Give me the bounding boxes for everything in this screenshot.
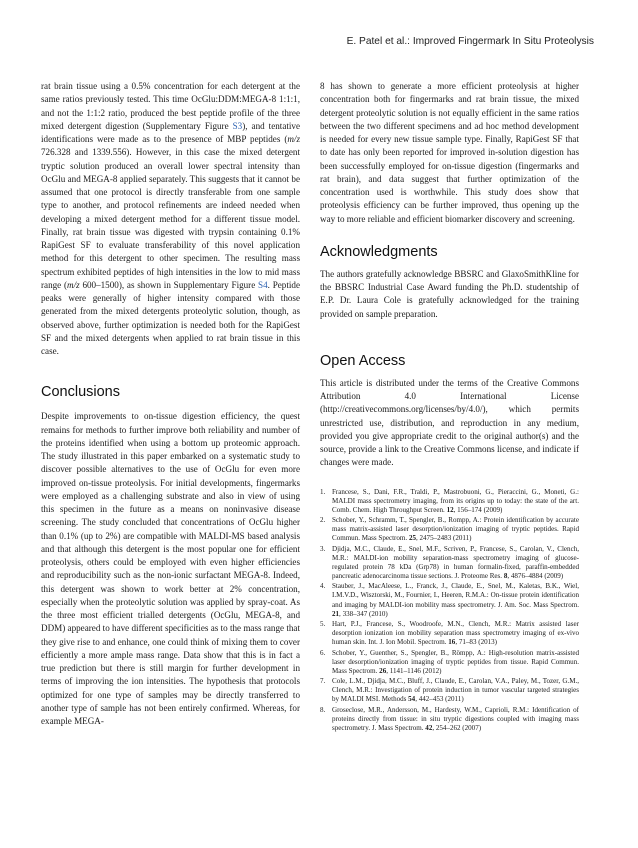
reference-volume: 26 — [379, 666, 387, 675]
reference-text: Stauber, J., MacAleese, L., Franck, J., Claude, E., Snel, M., Kaletas, B.K., Wiel, I.M.V.D., Wisztorski, M., Fournier, I., Heeren, R.M.A.: On-tissue protein identification and imaging by MALDI-ion mobility mass spectrometry. J. Am. Soc. Mass Spectrom. — [332, 582, 579, 609]
reference-item — [320, 545, 579, 581]
reference-number: 2. — [320, 516, 326, 525]
text: 726.328 and 1339.556). However, in this case the mixed detergent tryptic solution produced an overall lower spectral intensity than OcGlu and MEGA-8 applied separately. This suggests that it cannot be assumed that one protocol is directly transferable from one sample type to another, and protocol refinements are indeed needed when developing a mixed detergent method for a different tissue model. Finally, rat brain tissue was digested with trypsin containing 0.1% RapiGest SF to evaluate transferability of this novel application method for this detergent to other specimen. The resulting mass spectrum exhibited peptides of high intensities in the low to mid mass range ( — [41, 147, 300, 290]
reference-volume: 25 — [408, 534, 416, 543]
mz-label: m/z — [287, 134, 300, 144]
reference-item — [320, 649, 579, 676]
acknowledgments-heading: Acknowledgments — [320, 243, 438, 260]
reference-text: Schober, Y., Guenther, S., Spengler, B., Römpp, A.: High-resolution matrix-assisted laser desorption/ionization imaging of tryptic peptides from tissue. Rapid Commun. Mass Spectrom. — [332, 648, 579, 675]
reference-text: Francese, S., Dani, F.R., Traldi, P., Mastrobuoni, G., Pieraccini, G., Moneti, G.: MALDI mass spectrometry imaging, from its origins up to today: the state of the art. Comb. Chem. High Throughput Screen. — [332, 487, 579, 514]
reference-item — [320, 488, 579, 515]
reference-pages: , 156–174 (2009) — [453, 505, 503, 514]
reference-number: 6. — [320, 648, 326, 657]
reference-pages: , 2475–2483 (2011) — [415, 534, 472, 543]
reference-item — [320, 706, 579, 733]
reference-text: Groseclose, M.R., Andersson, M., Hardesty, W.M., Caprioli, R.M.: Identification of proteins directly from tissue: in situ tryptic digestions coupled with imaging mass spectrometry. J. Mass Spectrom. — [332, 705, 579, 732]
reference-text: Cole, L.M., Djidja, M.C., Bluff, J., Claude, E., Carolan, V.A., Paley, M., Tozer, G.M., Clench, M.R.: Investigation of protein induction in tumor vascular targeted strategies by MALDI MSI. Methods — [332, 677, 579, 704]
open-access-paragraph: This article is distributed under the terms of the Creative Commons Attribution 4.0 International License (http://creativecommons.org/licenses/by/4.0/), which permits unrestricted use, distribution, and reproduction in any medium, provided you give appropriate credit to the original author(s) and the source, provide a link to the Creative Commons license, and indicate if changes were made. — [320, 377, 579, 468]
conclusions-paragraph: Despite improvements to on-tissue digestion efficiency, the quest remains for methods to further improve both reliability and number of the proteins identified when using a bottom up proteomic approach. The study illustrated in this paper embarked on a systematic study to discover possible alternatives to the use of OcGlu for even more improved on-tissue proteolysis. For initial developments, fingermarks were employed as a challenging substrate and also in view of using this specimen in the future as a means on noninvasive disease screening. The study concluded that concentrations of OcGlu higher than 0.1% (up to 2%) are compatible with MALDI-MS based analysis and that although this detergent is the most popular one for efficient proteolysis, others could be employed with even higher efficiencies and reproducibility such as the non-ionic surfactant MEGA-8. Indeed, this detergent was shown to work better at 2% concentration, especially when the proteolytic solution was applied by spray-coat. As the three most efficient trialled detergents (OcGlu, MEGA-8, and DDM) appeared to have different specificities as to the mass range that they give rise to and enhance, one could think of mixing them to cover efficiently a more ample mass range. Data show that this is in fact a true prediction but there is still margin for further development in terms of improving the ion intensities. The hypothesis that protocols optimized for one type of samples may be directly transferred to another type of sample has not been entirely confirmed. Whereas, for example MEGA- — [41, 411, 300, 726]
reference-item — [320, 582, 579, 618]
text: ), and tentative identifications were made as to the presence of MBP peptides ( — [41, 120, 300, 144]
reference-text: Djidja, M.C., Claude, E., Snel, M.F., Scriven, P., Francese, S., Carolan, V., Clench, M.R.: MALDI-ion mobility separation-mass spectrometry imaging of glucose-regulated protein 78 kDa (Grp78) in human formalin-fixed, paraffin-embedded pancreatic adenocarcinoma tissue sections. J. Proteome Res. — [332, 544, 579, 580]
reference-volume: 12 — [446, 505, 454, 514]
reference-pages: , 4876–4884 (2009) — [507, 571, 564, 580]
reference-number: 8. — [320, 705, 326, 714]
mz-label: m/z — [67, 279, 80, 290]
text: . Peptide peaks were generally of higher intensity compared with those generated from the mixed detergents proteolytic solution, though, as observed above, further optimization is needed both for the RapiGest SF and the mixed detergents when applied to rat brain tissue in this case. — [41, 279, 300, 356]
reference-volume: 54 — [408, 695, 416, 704]
reference-item — [320, 620, 579, 647]
reference-number: 4. — [320, 582, 326, 591]
text: rat brain tissue using a 0.5% concentration for each detergent at the same ratios previously tested. This time OcGlu:DDM:MEGA-8 1:1:1, and not the 1:1:2 ratio, produced the best peptide profile of the three mixed detergent digestion (Supplementary Figure — [41, 81, 300, 131]
supplementary-figure-s3-link[interactable]: S3 — [232, 120, 243, 131]
reference-volume: 21 — [332, 609, 340, 618]
body-paragraph: 8 has shown to generate a more efficient proteolysis at higher concentration both for fingermarks and rat brain tissue, the mixed detergent proteolytic solution is not equally efficient in the same ratios between the two different specimens and ad hoc method development is needed for every new tissue sample type. Finally, RapiGest SF that to date has only been reported for improved in-solution digestion has been successfully employed for on-tissue digestion (fingermarks and rat brain), and data suggest that further optimization of the concentration used is worthwhile. This study does show that proteolysis efficiency can be further improved, thus opening up the way to more reliable and efficient biomarker discovery and screening. — [320, 81, 579, 224]
acknowledgments-paragraph: The authors gratefully acknowledge BBSRC and GlaxoSmithKline for the BBSRC Industrial Case Award funding the Ph.D. studentship of E.P. Dr. Laura Cole is gratefully acknowledged for the training provided on sample preparation. — [320, 268, 579, 319]
references-list — [320, 488, 579, 734]
reference-pages: , 338–347 (2010) — [339, 609, 388, 618]
text: 600–1500), as shown in Supplementary Figure — [79, 279, 259, 290]
reference-pages: , 1141–1146 (2012) — [386, 666, 442, 675]
reference-volume: 42 — [425, 723, 433, 732]
reference-number: 7. — [320, 677, 326, 686]
running-head: E. Patel et al.: Improved Fingermark In Situ Proteolysis — [346, 36, 594, 47]
reference-number: 3. — [320, 544, 326, 553]
reference-text: Hart, P.J., Francese, S., Woodroofe, M.N., Clench, M.R.: Matrix assisted laser desorption ionization ion mobility separation mass spectrometry imaging of ex-vivo human skin. Int. J. Ion Mobil. Spectrom. — [332, 620, 579, 647]
reference-number: 5. — [320, 620, 326, 628]
body-paragraph — [41, 80, 300, 358]
reference-volume: 16 — [448, 638, 456, 647]
left-column — [41, 80, 300, 728]
reference-item — [320, 516, 579, 543]
open-access-heading: Open Access — [320, 352, 406, 369]
conclusions-heading: Conclusions — [41, 384, 120, 401]
reference-pages: , 71–83 (2013) — [455, 638, 498, 647]
reference-item — [320, 677, 579, 704]
reference-pages: , 442–453 (2011) — [415, 695, 464, 704]
right-column — [320, 80, 579, 734]
reference-volume: 8 — [503, 571, 508, 580]
reference-number: 1. — [320, 487, 326, 496]
supplementary-figure-s4-link[interactable]: S4 — [258, 279, 268, 290]
reference-text: Schober, Y., Schramm, T., Spengler, B., Rompp, A.: Protein identification by accurate mass matrix-assisted laser desorption/ionization imaging of tryptic peptides. Rapid Commun. Mass Spectrom. — [332, 516, 579, 543]
reference-pages: , 254–262 (2007) — [432, 723, 482, 732]
